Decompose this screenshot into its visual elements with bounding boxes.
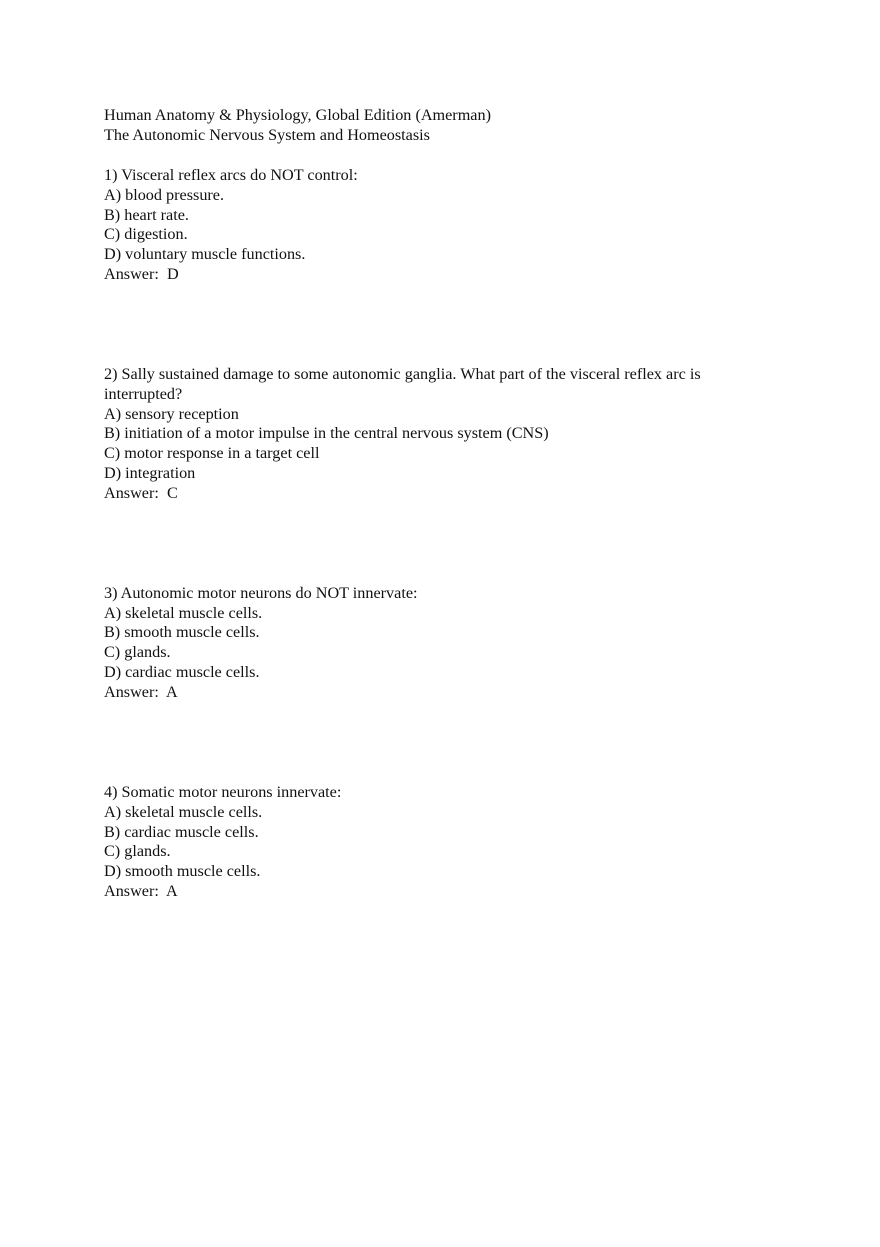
option-c: C) glands. bbox=[104, 643, 171, 662]
document-header bbox=[104, 106, 804, 146]
option-b: B) heart rate. bbox=[104, 205, 189, 224]
option-b: B) cardiac muscle cells. bbox=[104, 822, 259, 841]
answer-key: Answer: D bbox=[104, 265, 179, 284]
chapter-title: The Autonomic Nervous System and Homeostasis bbox=[104, 125, 430, 144]
spacer bbox=[104, 285, 804, 365]
option-b: B) initiation of a motor impulse in the central nervous system (CNS) bbox=[104, 424, 549, 443]
spacer bbox=[104, 504, 804, 584]
option-c: C) digestion. bbox=[104, 225, 188, 244]
question-stem: 3) Autonomic motor neurons do NOT innervate: bbox=[104, 583, 418, 602]
answer-key: Answer: A bbox=[104, 683, 178, 702]
answer-key: Answer: A bbox=[104, 882, 178, 901]
question-3 bbox=[104, 584, 804, 703]
option-d: D) smooth muscle cells. bbox=[104, 862, 261, 881]
option-a: A) skeletal muscle cells. bbox=[104, 603, 263, 622]
option-a: A) skeletal muscle cells. bbox=[104, 802, 263, 821]
question-stem: 2) Sally sustained damage to some autonomic ganglia. What part of the visceral reflex arc is interrupted? bbox=[104, 364, 701, 403]
question-1 bbox=[104, 166, 804, 285]
question-stem: 4) Somatic motor neurons innervate: bbox=[104, 782, 342, 801]
question-4 bbox=[104, 783, 804, 902]
spacer bbox=[104, 703, 804, 783]
answer-key: Answer: C bbox=[104, 484, 178, 503]
book-title: Human Anatomy & Physiology, Global Edition (Amerman) bbox=[104, 106, 491, 124]
question-stem: 1) Visceral reflex arcs do NOT control: bbox=[104, 165, 358, 184]
option-a: A) sensory reception bbox=[104, 404, 239, 423]
option-d: D) integration bbox=[104, 464, 196, 483]
option-d: D) voluntary muscle functions. bbox=[104, 245, 306, 264]
question-2 bbox=[104, 365, 804, 504]
option-b: B) smooth muscle cells. bbox=[104, 623, 260, 642]
option-a: A) blood pressure. bbox=[104, 185, 225, 204]
option-d: D) cardiac muscle cells. bbox=[104, 663, 260, 682]
option-c: C) motor response in a target cell bbox=[104, 444, 320, 463]
option-c: C) glands. bbox=[104, 842, 171, 861]
document-page bbox=[104, 106, 804, 902]
